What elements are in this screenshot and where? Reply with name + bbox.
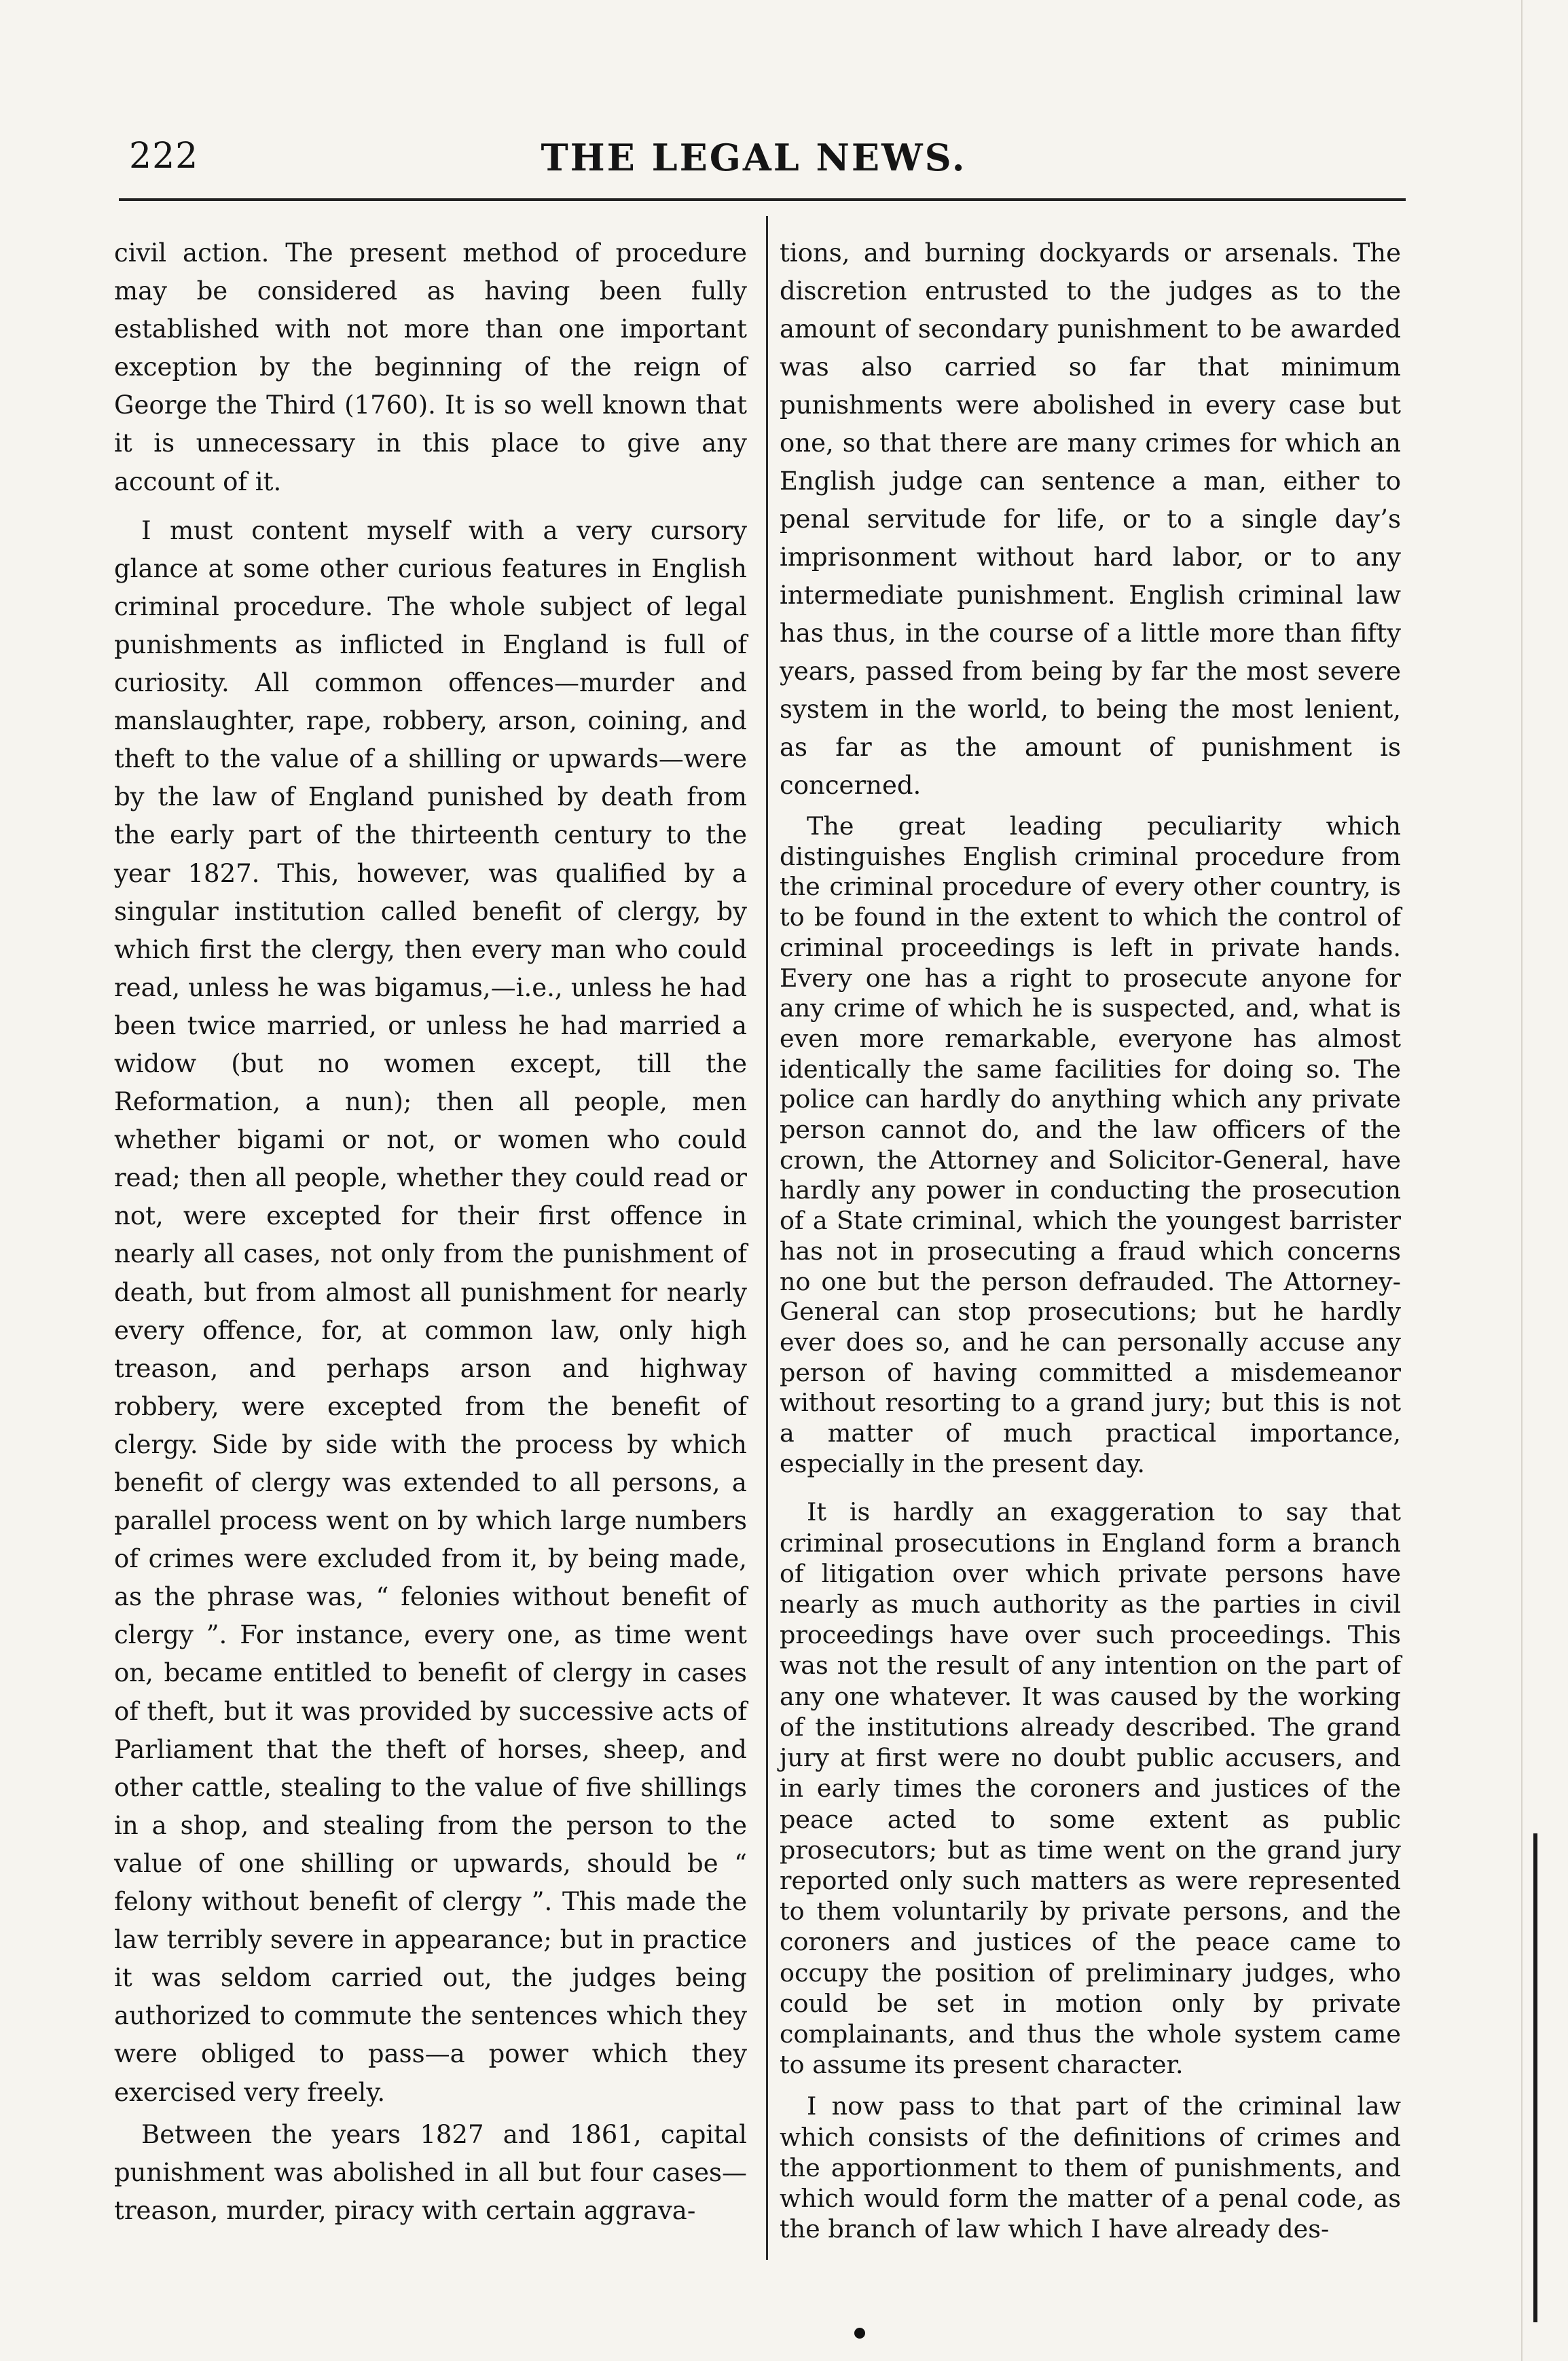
column-divider	[766, 216, 768, 2260]
paragraph-civil-action: civil action. The present method of procedure may be considered as having been fully established with not more than one important exception by the beginning of the reign of George the Third (1760). It is so well known that it is unnecessary in this place to give any account of it.	[114, 238, 747, 496]
page-edge-shadow	[1521, 0, 1523, 2361]
binding-edge-mark	[1533, 1833, 1537, 2322]
left-column	[114, 234, 747, 2230]
paragraph-capital-punishment: Between the years 1827 and 1861, capital punishment was abolished in all but four cases—treason, murder, piracy with certain aggrava-	[114, 2119, 747, 2225]
paragraph-dockyards: tions, and burning dockyards or arsenals. The discretion entrusted to the judges as to the amount of secondary punishment to be awarded was also carried so far that minimum punishments were abolished in every case but one, so that there are many crimes for which an English judge can sentence a man, either to penal servitude for life, or to a single day’s imprisonment without hard labor, or to any intermediate punishment. English criminal law has thus, in the course of a little more than fifty years, passed from being by far the most severe system in the world, to being the most lenient, as far as the amount of punishment is concerned.	[780, 238, 1401, 800]
ink-dot	[854, 2328, 865, 2339]
paragraph-leading-peculiarity: The great leading peculiarity which distinguishes English criminal procedure from the criminal procedure of every other country, is to be found in the extent to which the control of criminal proceedings is left in private hands. Every one has a right to prosecute anyone for any crime of which he is suspected, and, what is even more remarkable, everyone has almost identically the same facilities for doing so. The police can hardly do anything which any private person cannot do, and the law officers of the crown, the Attorney and Solicitor-General, have hardly any power in conducting the prosecution of a State criminal, which the youngest barrister has not in prosecuting a fraud which concerns no one but the person defrauded. The Attorney-General can stop prosecutions; but he hardly ever does so, and he can personally accuse any person of having committed a misdemeanor without resorting to a grand jury; but this is not a matter of much practical importance, especially in the present day.	[780, 811, 1401, 1478]
paragraph-penal-code: I now pass to that part of the criminal law which consists of the definitions of crimes and the apportionment to them of punishments, and which would form the matter of a penal code, as the branch of law which I have already des-	[780, 2091, 1401, 2244]
paragraph-cursory-glance: I must content myself with a very cursory glance at some other curious features in English criminal procedure. The whole subject of legal punishments as inflicted in England is full of curiosity. All common offences—murder and manslaughter, rape, robbery, arson, coining, and theft to the value of a shilling or upwards—were by the law of England punished by death from the early part of the thirteenth century to the year 1827. This, however, was qualified by a singular institution called benefit of clergy, by which first the clergy, then every man who could read, unless he was bigamus,—i.e., unless he had been twice married, or unless he had married a widow (but no women except, till the Reformation, a nun); then all people, men whether bigami or not, or women who could read; then all people, whether they could read or not, were excepted for their first offence in nearly all cases, not only from the punishment of death, but from almost all punishment for nearly every offence, for, at common law, only high treason, and perhaps arson and highway robbery, were excepted from the benefit of clergy. Side by side with the process by which benefit of clergy was extended to all persons, a parallel process went on by which large numbers of crimes were excluded from it, by being made, as the phrase was, “ felonies without benefit of clergy ”. For instance, every one, as time went on, became entitled to benefit of clergy in cases of theft, but it was provided by successive acts of Parliament that the theft of horses, sheep, and other cattle, stealing to the value of five shillings in a shop, and stealing from the person to the value of one shilling or upwards, should be “ felony without benefit of clergy ”. This made the law terribly severe in appearance; but in practice it was seldom carried out, the judges being authorized to commute the sentences which they were obliged to pass—a power which they exercised very freely.	[114, 515, 747, 2107]
running-title: THE LEGAL NEWS.	[541, 136, 967, 179]
page-header	[109, 129, 1399, 190]
page-number: 222	[129, 136, 199, 177]
right-column	[780, 234, 1401, 2244]
paragraph-private-prosecutions: It is hardly an exaggeration to say that criminal prosecutions in England form a branch of litigation over which private persons have nearly as much authority as the parties in civil proceedings have over such proceedings. This was not the result of any intention on the part of any one whatever. It was caused by the working of the institutions already described. The grand jury at first were no doubt public accusers, and in early times the coroners and justices of the peace acted to some extent as public prosecutors; but as time went on the grand jury reported only such matters as were represented to them voluntarily by private persons, and the coroners and justices of the peace came to occupy the position of preliminary judges, who could be set in motion only by private complainants, and thus the whole system came to assume its present character.	[780, 1497, 1401, 2080]
header-rule	[119, 198, 1406, 201]
